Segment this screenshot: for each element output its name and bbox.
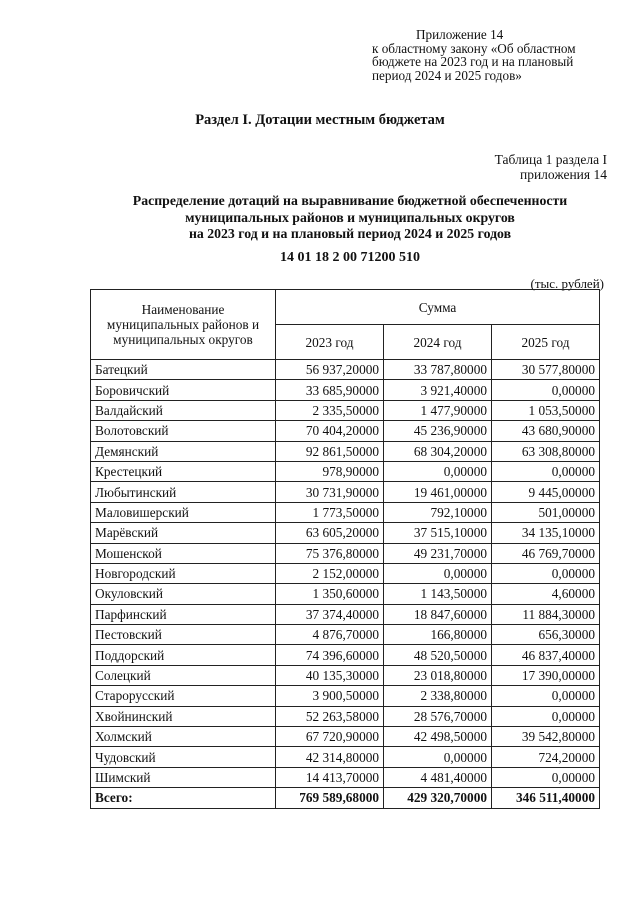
value-2023: 63 605,20000 — [276, 523, 384, 543]
municipality-name: Шимский — [91, 767, 276, 787]
value-2024: 0,00000 — [384, 563, 492, 583]
table-row — [91, 625, 600, 645]
value-2023: 2 152,00000 — [276, 563, 384, 583]
appendix-number: Приложение 14 — [416, 27, 504, 42]
table-row — [91, 604, 600, 624]
value-2023: 42 314,80000 — [276, 747, 384, 767]
value-2025: 43 680,90000 — [492, 421, 600, 441]
value-2023: 3 900,50000 — [276, 686, 384, 706]
appendix-header — [372, 28, 637, 82]
table-total-row — [91, 788, 600, 808]
table-row — [91, 482, 600, 502]
appendix-law-line-1: к областному закону «Об областном — [372, 40, 576, 56]
value-2024: 3 921,40000 — [384, 380, 492, 400]
value-2025: 17 390,00000 — [492, 665, 600, 685]
municipality-name: Чудовский — [91, 747, 276, 767]
value-2025: 30 577,80000 — [492, 360, 600, 380]
table-body — [91, 360, 600, 809]
municipality-name: Валдайский — [91, 400, 276, 420]
header-municipality: Наименование муниципальных районов и муниципальных округов — [91, 290, 276, 360]
table-row — [91, 563, 600, 583]
value-2024: 1 477,90000 — [384, 400, 492, 420]
value-2024: 19 461,00000 — [384, 482, 492, 502]
table-row — [91, 584, 600, 604]
value-2025: 46 837,40000 — [492, 645, 600, 665]
value-2025: 34 135,10000 — [492, 523, 600, 543]
municipality-name: Батецкий — [91, 360, 276, 380]
table-row — [91, 502, 600, 522]
table-row — [91, 360, 600, 380]
municipality-name: Новгородский — [91, 563, 276, 583]
unit-label: (тыс. рублей) — [530, 276, 604, 291]
value-2023: 37 374,40000 — [276, 604, 384, 624]
value-2025: 0,00000 — [492, 563, 600, 583]
table-row — [91, 665, 600, 685]
value-2024: 2 338,80000 — [384, 686, 492, 706]
document-title-line-2: муниципальных районов и муниципальных округов — [185, 209, 515, 225]
municipality-name: Крестецкий — [91, 461, 276, 481]
municipality-name: Маловишерский — [91, 502, 276, 522]
value-2025: 11 884,30000 — [492, 604, 600, 624]
table-row — [91, 400, 600, 420]
table-reference — [495, 153, 607, 182]
value-2025: 0,00000 — [492, 461, 600, 481]
table-reference-line-2: приложения 14 — [519, 166, 607, 182]
municipality-name: Окуловский — [91, 584, 276, 604]
municipality-name: Холмский — [91, 727, 276, 747]
municipality-name: Пестовский — [91, 625, 276, 645]
table-reference-line-1: Таблица 1 раздела I — [494, 152, 607, 167]
value-2025: 4,60000 — [492, 584, 600, 604]
value-2023: 52 263,58000 — [276, 706, 384, 726]
value-2025: 63 308,80000 — [492, 441, 600, 461]
value-2024: 166,80000 — [384, 625, 492, 645]
table-row — [91, 727, 600, 747]
value-2023: 92 861,50000 — [276, 441, 384, 461]
value-2024: 4 481,40000 — [384, 767, 492, 787]
table-row — [91, 461, 600, 481]
table-header-row — [91, 290, 600, 325]
municipality-name: Боровичский — [91, 380, 276, 400]
municipality-name: Волотовский — [91, 421, 276, 441]
value-2024: 33 787,80000 — [384, 360, 492, 380]
municipality-name: Старорусский — [91, 686, 276, 706]
value-2025: 39 542,80000 — [492, 727, 600, 747]
value-2025: 0,00000 — [492, 706, 600, 726]
value-2025: 656,30000 — [492, 625, 600, 645]
value-2023: 1 773,50000 — [276, 502, 384, 522]
municipality-name: Поддорский — [91, 645, 276, 665]
value-2023: 70 404,20000 — [276, 421, 384, 441]
value-2023: 30 731,90000 — [276, 482, 384, 502]
value-2023: 1 350,60000 — [276, 584, 384, 604]
value-2023: 14 413,70000 — [276, 767, 384, 787]
value-2024: 49 231,70000 — [384, 543, 492, 563]
value-2023: 74 396,60000 — [276, 645, 384, 665]
header-year-2025: 2025 год — [492, 325, 600, 360]
value-2023: 56 937,20000 — [276, 360, 384, 380]
value-2025: 501,00000 — [492, 502, 600, 522]
value-2023: 67 720,90000 — [276, 727, 384, 747]
value-2024: 37 515,10000 — [384, 523, 492, 543]
document-title-line-3: на 2023 год и на плановый период 2024 и 2025 годов — [188, 226, 512, 241]
municipality-name: Демянский — [91, 441, 276, 461]
header-sum: Сумма — [276, 290, 600, 325]
appendix-law-line-3: период 2024 и 2025 годов» — [372, 67, 522, 83]
table-row — [91, 543, 600, 563]
value-2024: 0,00000 — [384, 747, 492, 767]
value-2024: 42 498,50000 — [384, 727, 492, 747]
value-2023: 2 335,50000 — [276, 400, 384, 420]
section-title: Раздел I. Дотации местным бюджетам — [195, 112, 445, 128]
total-2023: 769 589,68000 — [276, 788, 384, 808]
appendix-law-line-2: бюджете на 2023 год и на плановый — [372, 54, 574, 70]
value-2023: 4 876,70000 — [276, 625, 384, 645]
total-label: Всего: — [91, 788, 276, 808]
value-2024: 45 236,90000 — [384, 421, 492, 441]
value-2025: 46 769,70000 — [492, 543, 600, 563]
subsidy-table — [90, 289, 600, 809]
value-2024: 68 304,20000 — [384, 441, 492, 461]
value-2024: 23 018,80000 — [384, 665, 492, 685]
value-2024: 0,00000 — [384, 461, 492, 481]
municipality-name: Парфинский — [91, 604, 276, 624]
value-2025: 1 053,50000 — [492, 400, 600, 420]
value-2023: 33 685,90000 — [276, 380, 384, 400]
municipality-name: Марёвский — [91, 523, 276, 543]
table-row — [91, 645, 600, 665]
value-2024: 792,10000 — [384, 502, 492, 522]
value-2025: 724,20000 — [492, 747, 600, 767]
table-row — [91, 380, 600, 400]
table-row — [91, 706, 600, 726]
table-row — [91, 523, 600, 543]
value-2023: 75 376,80000 — [276, 543, 384, 563]
value-2023: 40 135,30000 — [276, 665, 384, 685]
header-year-2024: 2024 год — [384, 325, 492, 360]
table-row — [91, 747, 600, 767]
municipality-name: Хвойнинский — [91, 706, 276, 726]
value-2024: 18 847,60000 — [384, 604, 492, 624]
municipality-name: Любытинский — [91, 482, 276, 502]
table-row — [91, 421, 600, 441]
total-2025: 346 511,40000 — [492, 788, 600, 808]
municipality-name: Мошенской — [91, 543, 276, 563]
value-2025: 9 445,00000 — [492, 482, 600, 502]
total-2024: 429 320,70000 — [384, 788, 492, 808]
budget-classification-code: 14 01 18 2 00 71200 510 — [280, 250, 420, 265]
value-2023: 978,90000 — [276, 461, 384, 481]
value-2025: 0,00000 — [492, 380, 600, 400]
table-row — [91, 441, 600, 461]
value-2025: 0,00000 — [492, 767, 600, 787]
value-2025: 0,00000 — [492, 686, 600, 706]
document-title — [0, 193, 640, 243]
table-row — [91, 686, 600, 706]
table-row — [91, 767, 600, 787]
value-2024: 28 576,70000 — [384, 706, 492, 726]
header-year-2023: 2023 год — [276, 325, 384, 360]
municipality-name: Солецкий — [91, 665, 276, 685]
document-title-line-1: Распределение дотаций на выравнивание бюджетной обеспеченности — [132, 193, 568, 208]
value-2024: 1 143,50000 — [384, 584, 492, 604]
value-2024: 48 520,50000 — [384, 645, 492, 665]
